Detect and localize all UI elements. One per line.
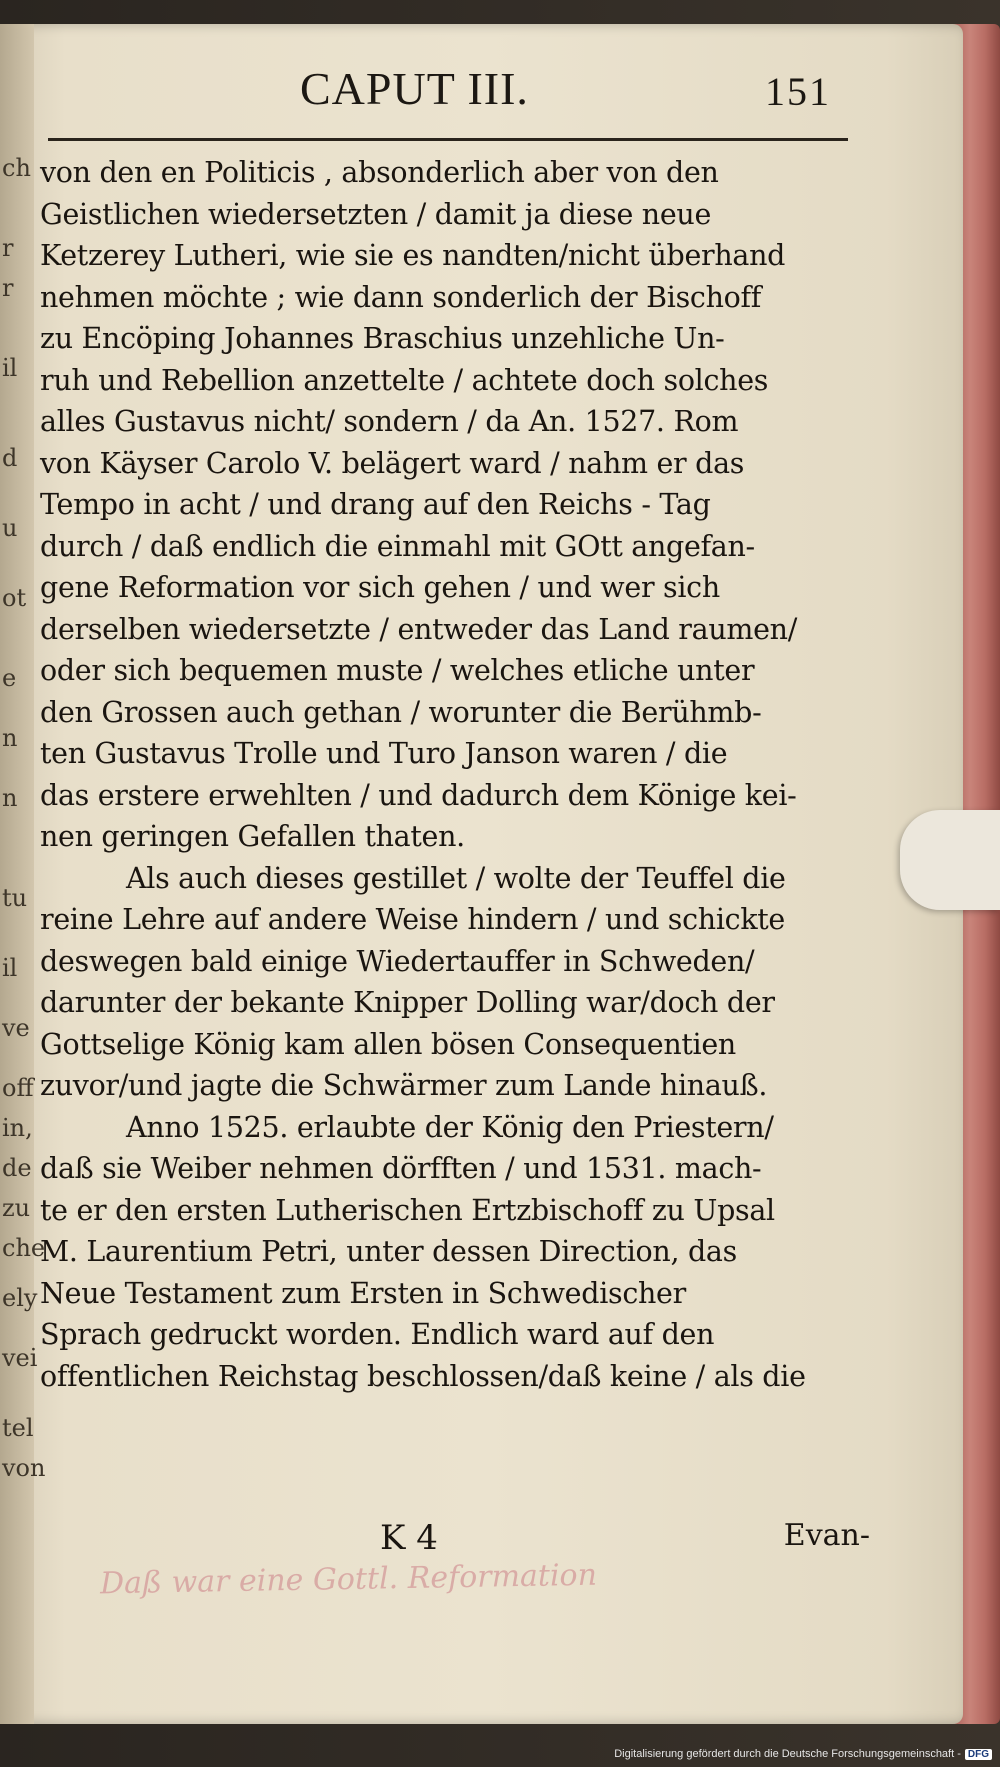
gutter-fragment: ot	[2, 584, 27, 612]
gutter-fragment: zu	[2, 1194, 31, 1222]
text-line: oder sich bequemen muste / welches etliche unter	[40, 654, 755, 687]
text-line: M. Laurentium Petri, unter dessen Direction, das	[40, 1235, 737, 1268]
text-line: Neue Testament zum Ersten in Schwedischer	[40, 1276, 686, 1310]
text-line: Ketzerey Lutheri, wie sie es nandten/nicht überhand	[40, 239, 786, 272]
page-marker-tab	[900, 810, 1000, 910]
gutter-fragment: ely	[2, 1284, 38, 1312]
credit-text: Digitalisierung gefördert durch die Deutsche Forschungsgemeinschaft -	[614, 1748, 961, 1760]
gutter-fragment: tel	[2, 1414, 34, 1442]
page-header	[300, 52, 880, 122]
gutter-fragment: off	[2, 1074, 34, 1102]
gutter-fragment: e	[2, 664, 17, 692]
paragraph-start-line: Anno 1525. erlaubte der König den Priestern/	[126, 1110, 774, 1144]
text-line: das erstere erwehlten / und dadurch dem Könige kei-	[40, 778, 797, 812]
text-line: derselben wiedersetzte / entweder das Land raumen/	[40, 612, 798, 646]
page-footer	[40, 1518, 870, 1562]
gutter-fragment: de	[2, 1154, 32, 1182]
gutter-fragment: in,	[2, 1114, 33, 1142]
text-line: den Grossen auch gethan / worunter die Berühmb-	[40, 695, 762, 729]
gutter-fragment: r	[2, 234, 14, 262]
text-line: von Käyser Carolo V. belägert ward / nahm er das	[40, 446, 745, 480]
signature-mark: K 4	[380, 1518, 438, 1558]
text-line: ten Gustavus Trolle und Turo Janson waren / die	[40, 737, 728, 770]
running-title: CAPUT III.	[300, 63, 529, 114]
gutter-fragment: il	[2, 354, 18, 382]
text-line: deswegen bald einige Wiedertauffer in Schweden/	[40, 944, 755, 978]
text-line: Geistlichen wiedersetzten / damit ja diese neue	[40, 197, 712, 231]
paragraph-start-line: Als auch dieses gestillet / wolte der Teuffel die	[126, 861, 786, 895]
gutter-fragment: von	[2, 1454, 46, 1482]
catchword: Evan-	[783, 1518, 870, 1553]
text-line: te er den ersten Lutherischen Ertzbischoff zu Upsal	[40, 1193, 775, 1227]
text-line: zuvor/und jagte die Schwärmer zum Lande hinauß.	[40, 1069, 768, 1102]
gutter-fragment: ch	[2, 154, 31, 182]
gutter-fragment: r	[2, 274, 14, 302]
text-line: durch / daß endlich die einmahl mit GOtt angefan-	[40, 529, 755, 563]
text-line: ruh und Rebellion anzettelte / achtete doch solches	[40, 363, 769, 397]
text-line: Sprach gedruckt worden. Endlich ward auf den	[40, 1318, 715, 1351]
facing-page-gutter	[0, 24, 46, 1724]
text-line: Gottselige König kam allen bösen Consequentien	[40, 1027, 736, 1061]
gutter-fragment: vei	[2, 1344, 38, 1372]
text-line: alles Gustavus nicht/ sondern / da An. 1527. Rom	[40, 405, 739, 438]
dfg-logo: DFG	[965, 1749, 992, 1760]
gutter-fragment: che	[2, 1234, 46, 1262]
gutter-fragment: ve	[2, 1014, 30, 1042]
gutter-fragment: n	[2, 724, 18, 752]
text-line: nehmen möchte ; wie dann sonderlich der Bischoff	[40, 280, 761, 314]
gutter-fragment: il	[2, 954, 18, 982]
text-line: offentlichen Reichstag beschlossen/daß keine / als die	[40, 1359, 806, 1393]
text-line: gene Reformation vor sich gehen / und wer sich	[40, 571, 720, 604]
page-number: 151	[765, 69, 831, 114]
handwritten-annotation: Daß war eine Gottl. Reformation	[99, 1557, 598, 1602]
text-line: zu Encöping Johannes Braschius unzehliche Un-	[40, 322, 725, 355]
gutter-fragment: n	[2, 784, 18, 812]
text-line: reine Lehre auf andere Weise hindern / und schickte	[40, 903, 786, 936]
text-line: darunter der bekante Knipper Dolling war/doch der	[40, 986, 775, 1019]
body-text	[40, 152, 870, 1397]
text-line: daß sie Weiber nehmen dörfften / und 1531. mach-	[40, 1152, 762, 1185]
gutter-fragment: u	[2, 514, 18, 542]
header-rule	[48, 138, 848, 141]
text-line: Tempo in acht / und drang auf den Reichs - Tag	[40, 488, 711, 521]
text-line: von den en Politicis , absonderlich aber von den	[40, 156, 719, 189]
gutter-fragment: d	[2, 444, 18, 472]
text-line: nen geringen Gefallen thaten.	[40, 820, 465, 853]
gutter-fragment: tu	[2, 884, 28, 912]
digitization-credit	[614, 1744, 992, 1764]
